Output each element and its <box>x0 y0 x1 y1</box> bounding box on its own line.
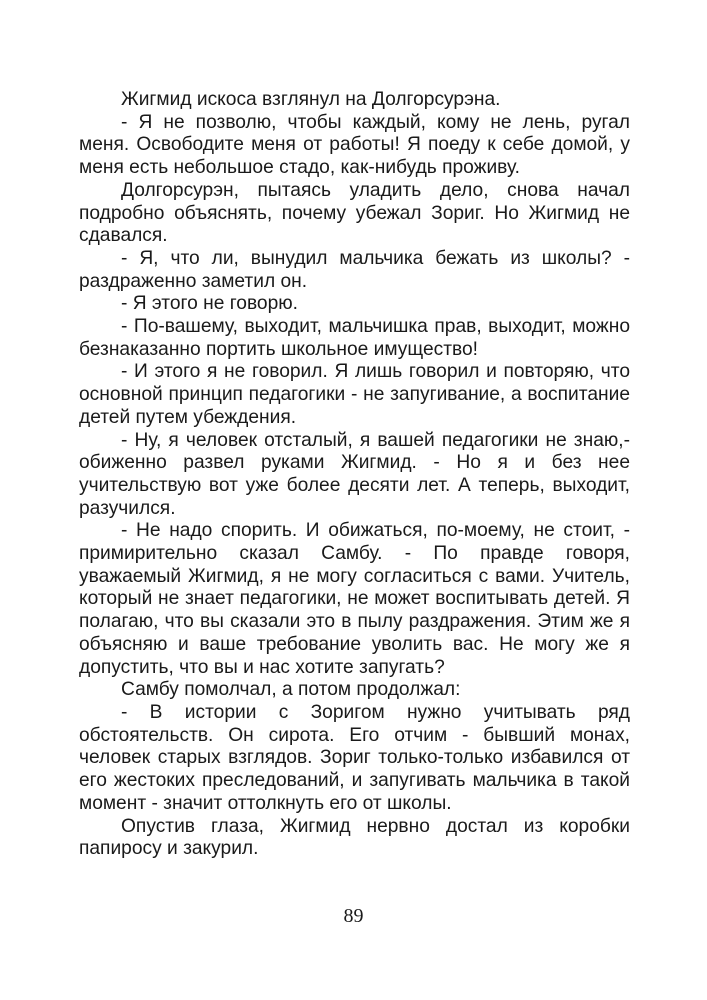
paragraph: - Я этого не говорю. <box>121 293 298 315</box>
paragraph: Самбу помолчал, а потом продолжал: <box>121 679 461 701</box>
paragraph: - В истории с Зоригом нужно учитывать ряд обстоятельств. Он сирота. Его отчим - бывший монах, человек старых взглядов. Зориг только-только избавился от его жестоких преследований, и запугивать мальчика в такой момент - значит оттолкнуть его от школы. <box>79 701 630 814</box>
paragraph: - И этого я не говорил. Я лишь говорил и повторяю, что основной принцип педагогики - не запугивание, а воспитание детей путем убеждения. <box>79 361 630 428</box>
paragraph: Жигмид искоса взглянул на Долгорсурэна. <box>121 89 501 110</box>
page-number: 89 <box>343 905 364 927</box>
paragraph: Опустив глаза, Жигмид нервно достал из коробки папиросу и закурил. <box>79 815 630 860</box>
body-text <box>79 89 630 861</box>
paragraph: - Я, что ли, вынудил мальчика бежать из школы? - раздраженно заметил он. <box>79 247 630 292</box>
paragraph: - Не надо спорить. И обижаться, по-моему, не стоит, - примирительно сказал Самбу. - По правде говоря, уважаемый Жигмид, я не могу согласиться с вами. Учитель, который не знает педагогики, не может воспитывать детей. Я полагаю, что вы сказали это в пылу раздражения. Этим же я объясняю и ваше требование уволить вас. Не могу же я допустить, что вы и нас хотите запугать? <box>79 520 630 678</box>
paragraph: - Я не позволю, чтобы каждый, кому не лень, ругал меня. Освободите меня от работы! Я поеду к себе домой, у меня есть небольшое стадо, как-нибудь проживу. <box>79 111 630 179</box>
paragraph: - По-вашему, выходит, мальчишка прав, выходит, можно безнаказанно портить школьное имущество! <box>79 316 630 360</box>
paragraph: Долгорсурэн, пытаясь уладить дело, снова начал подробно объяснять, почему убежал Зориг. Но Жигмид не сдавался. <box>79 179 630 247</box>
paragraph: - Ну, я человек отсталый, я вашей педагогики не знаю,- обиженно развел руками Жигмид. - Но я и без нее учительствую вот уже более десяти лет. А теперь, выходит, разучился. <box>79 429 630 519</box>
